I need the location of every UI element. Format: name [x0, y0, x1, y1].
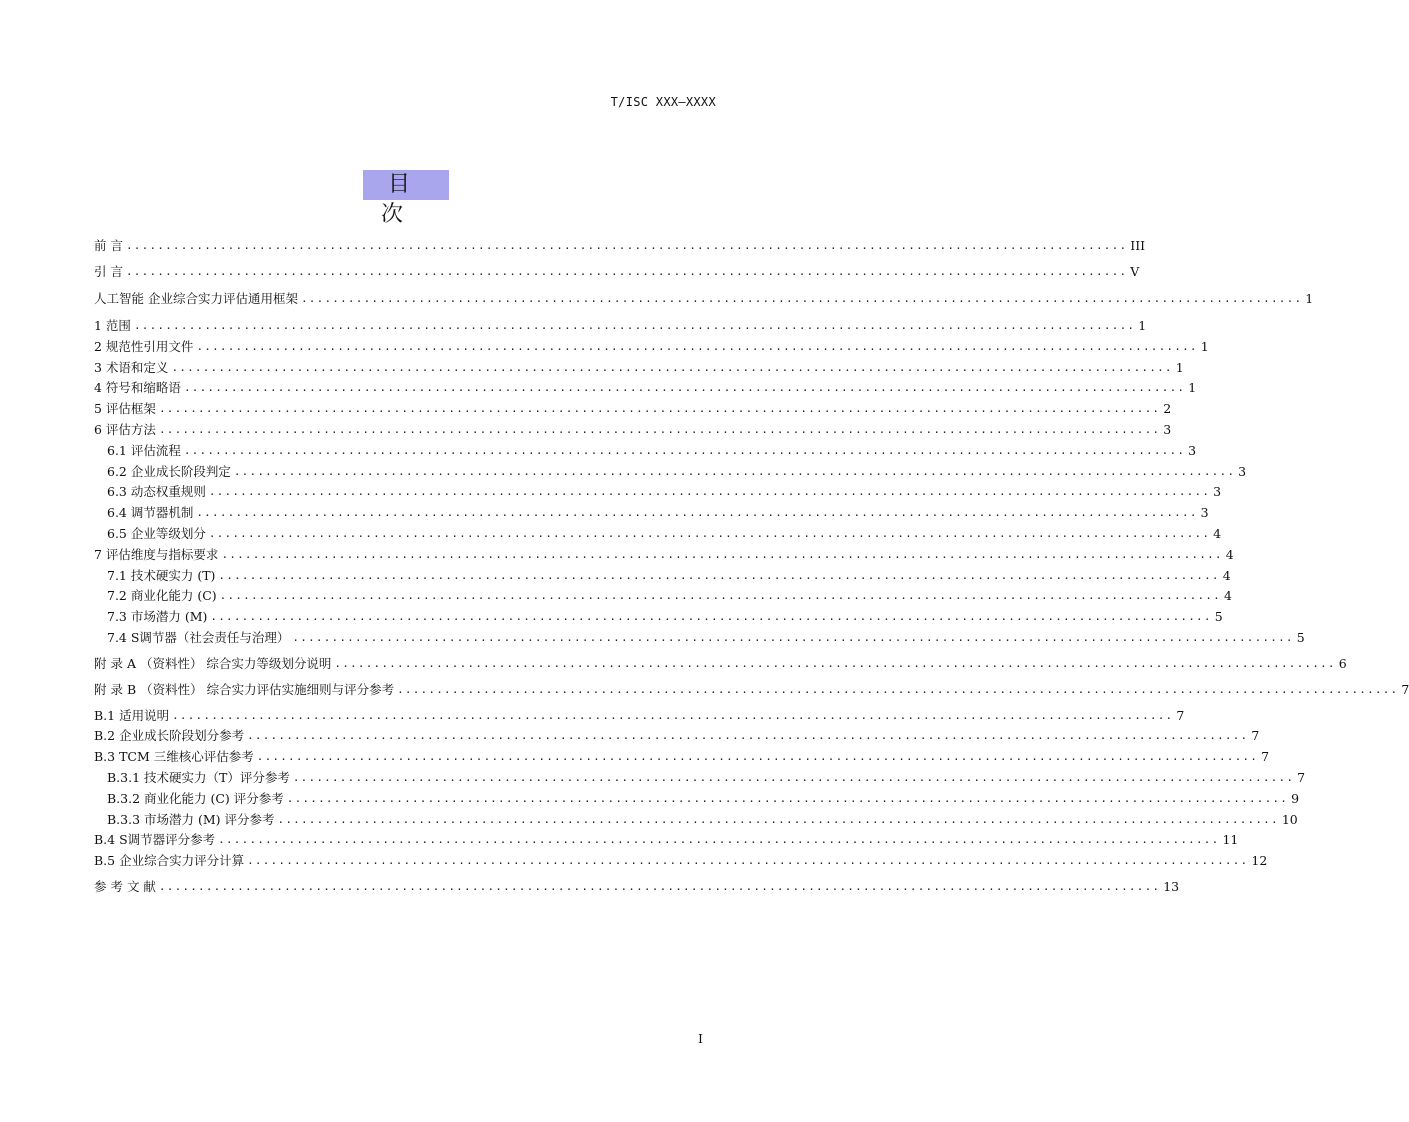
toc-page: 11 [1222, 832, 1239, 847]
toc-page: 1 [1200, 339, 1209, 354]
toc-leader: ................................................................................................................................ [247, 729, 1249, 742]
page-number: I [698, 1031, 703, 1046]
toc-label: 7 评估维度与指标要求 [94, 547, 219, 562]
toc-leader: ................................................................................................................................ [218, 569, 1220, 582]
toc-subentry[interactable] [94, 769, 1306, 787]
toc-label: 参 考 文 献 [94, 879, 156, 894]
toc-entry[interactable] [94, 400, 1172, 418]
toc-leader: ................................................................................................................................ [183, 381, 1186, 394]
toc-page: 3 [1200, 505, 1209, 520]
toc-leader: ................................................................................................................................ [171, 361, 1173, 374]
toc-label: B.4 S调节器评分参考 [94, 832, 216, 847]
page-title: 目 次 [380, 172, 438, 227]
toc-page: 4 [1225, 547, 1234, 562]
toc-page: 1 [1305, 291, 1314, 306]
toc-page: 5 [1296, 630, 1305, 645]
toc-entry[interactable] [94, 546, 1234, 564]
toc-subentry[interactable] [94, 504, 1209, 522]
toc-label: 6 评估方法 [94, 422, 156, 437]
toc-page: 1 [1175, 360, 1184, 375]
toc-subentry[interactable] [94, 811, 1298, 829]
toc-label: 1 范围 [94, 318, 131, 333]
toc-leader: ................................................................................................................................ [397, 683, 1399, 696]
toc-label: 附 录 A （资料性） 综合实力等级划分说明 [94, 656, 332, 671]
toc-entry-bibliography[interactable] [94, 878, 1180, 896]
toc-leader: ................................................................................................................................ [300, 292, 1303, 305]
toc-page: 4 [1223, 588, 1232, 603]
toc-page: 12 [1251, 853, 1268, 868]
toc-page: 7 [1251, 728, 1260, 743]
toc-entry-foreword[interactable] [94, 237, 1146, 255]
toc-page: 3 [1163, 422, 1172, 437]
toc-leader: ................................................................................................................................ [183, 444, 1186, 457]
toc-leader: ................................................................................................................................ [334, 657, 1336, 670]
toc-label: 附 录 B （资料性） 综合实力评估实施细则与评分参考 [94, 682, 395, 697]
toc-leader: ................................................................................................................................ [247, 854, 1249, 867]
toc-entry-main-title[interactable] [94, 290, 1314, 308]
toc-label: 6.3 动态权重规则 [107, 484, 206, 499]
toc-subentry[interactable] [94, 525, 1222, 543]
toc-subentry[interactable] [94, 608, 1223, 626]
toc-leader: ................................................................................................................................ [133, 319, 1136, 332]
toc-label: B.3 TCM 三维核心评估参考 [94, 749, 254, 764]
toc-entry[interactable] [94, 421, 1172, 439]
toc-leader: ................................................................................................................................ [221, 548, 1223, 561]
toc-leader: ................................................................................................................................ [286, 792, 1289, 805]
toc-label: 7.2 商业化能力 (C) [107, 588, 217, 603]
toc-label: B.3.3 市场潜力 (M) 评分参考 [107, 812, 275, 827]
toc-page: 10 [1281, 812, 1298, 827]
toc-label: B.3.1 技术硬实力（T）评分参考 [107, 770, 290, 785]
toc-leader: ................................................................................................................................ [208, 527, 1211, 540]
toc-entry[interactable] [94, 317, 1147, 335]
toc-subentry[interactable] [94, 629, 1305, 647]
toc-leader: ................................................................................................................................ [277, 813, 1279, 826]
toc-label: 3 术语和定义 [94, 360, 169, 375]
toc-leader: ................................................................................................................................ [256, 750, 1259, 763]
toc-leader: ................................................................................................................................ [219, 589, 1221, 602]
toc-page: 9 [1291, 791, 1300, 806]
toc-entry[interactable] [94, 748, 1270, 766]
toc-page: 7 [1401, 682, 1409, 697]
toc-label: 6.5 企业等级划分 [107, 526, 206, 541]
toc-page: 4 [1213, 526, 1222, 541]
toc-page: 7 [1176, 708, 1185, 723]
toc-label: 7.1 技术硬实力 (T) [107, 568, 216, 583]
toc-entry-appendix-a[interactable] [94, 655, 1347, 673]
toc-subentry[interactable] [94, 790, 1300, 808]
toc-leader: ................................................................................................................................ [172, 709, 1174, 722]
toc-page: 3 [1188, 443, 1197, 458]
toc-leader: ................................................................................................................................ [158, 880, 1161, 893]
toc-page: 2 [1163, 401, 1172, 416]
toc-leader: ................................................................................................................................ [196, 506, 1198, 519]
toc-page: V [1130, 264, 1140, 279]
toc-page: 1 [1138, 318, 1147, 333]
toc-entry[interactable] [94, 359, 1184, 377]
toc-leader: ................................................................................................................................ [125, 239, 1128, 252]
toc-label: 5 评估框架 [94, 401, 156, 416]
toc-label: 6.1 评估流程 [107, 443, 181, 458]
toc-page: 1 [1188, 380, 1197, 395]
toc-label: 7.4 S调节器（社会责任与治理） [107, 630, 290, 645]
toc-leader: ................................................................................................................................ [233, 465, 1236, 478]
toc-leader: ................................................................................................................................ [158, 402, 1161, 415]
toc-label: B.3.2 商业化能力 (C) 评分参考 [107, 791, 284, 806]
toc-leader: ................................................................................................................................ [208, 485, 1211, 498]
standard-code: T/ISC XXX—XXXX [610, 95, 716, 109]
toc-entry-introduction[interactable] [94, 263, 1140, 281]
toc-entry[interactable] [94, 707, 1185, 725]
toc-page: 3 [1238, 464, 1247, 479]
toc-leader: ................................................................................................................................ [196, 340, 1198, 353]
toc-page: 6 [1338, 656, 1347, 671]
toc-leader: ................................................................................................................................ [292, 771, 1295, 784]
toc-leader: ................................................................................................................................ [158, 423, 1161, 436]
toc-label: 人工智能 企业综合实力评估通用框架 [94, 291, 298, 306]
toc-page: 4 [1222, 568, 1231, 583]
toc-label: 2 规范性引用文件 [94, 339, 194, 354]
toc-page: 3 [1213, 484, 1222, 499]
toc-label: 6.4 调节器机制 [107, 505, 194, 520]
toc-entry[interactable] [94, 852, 1268, 870]
toc-entry[interactable] [94, 379, 1197, 397]
toc-leader: ................................................................................................................................ [292, 631, 1294, 644]
toc-label: 引 言 [94, 264, 123, 279]
toc-subentry[interactable] [94, 567, 1231, 585]
toc-page: 7 [1297, 770, 1306, 785]
toc-subentry[interactable] [94, 587, 1232, 605]
toc-label: B.2 企业成长阶段划分参考 [94, 728, 245, 743]
toc-leader: ................................................................................................................................ [125, 265, 1128, 278]
toc-label: 7.3 市场潜力 (M) [107, 609, 208, 624]
toc-page: 13 [1163, 879, 1180, 894]
toc-subentry[interactable] [94, 442, 1197, 460]
toc-subentry[interactable] [94, 483, 1222, 501]
toc-entry[interactable] [94, 831, 1239, 849]
toc-subentry[interactable] [94, 463, 1247, 481]
toc-entry[interactable] [94, 727, 1260, 745]
toc-label: 4 符号和缩略语 [94, 380, 181, 395]
toc-entry-appendix-b[interactable] [94, 681, 1409, 699]
toc-label: B.1 适用说明 [94, 708, 170, 723]
toc-page: 7 [1261, 749, 1270, 764]
toc-page: III [1130, 238, 1146, 253]
toc-entry[interactable] [94, 338, 1209, 356]
toc-page: 5 [1214, 609, 1223, 624]
toc-label: 前 言 [94, 238, 123, 253]
toc-label: B.5 企业综合实力评分计算 [94, 853, 245, 868]
toc-leader: ................................................................................................................................ [210, 610, 1212, 623]
toc-label: 6.2 企业成长阶段判定 [107, 464, 231, 479]
toc-leader: ................................................................................................................................ [218, 833, 1220, 846]
